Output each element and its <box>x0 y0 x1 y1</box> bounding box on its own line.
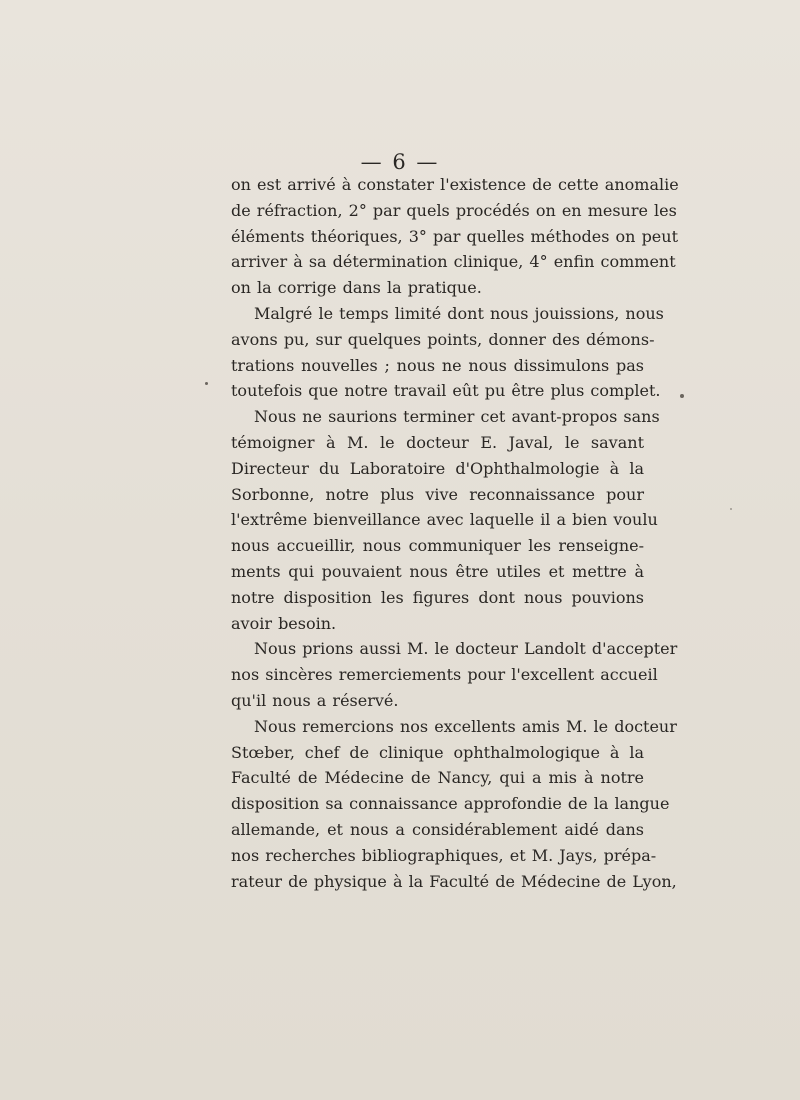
page-number: — 6 — <box>360 150 440 174</box>
text-line: Stœber, chef de clinique ophthalmologique à la <box>231 742 644 762</box>
text-line: toutefois que notre travail eût pu être plus complet. <box>231 381 661 401</box>
text-line: Nous ne saurions terminer cet avant-propos sans <box>254 407 660 427</box>
text-line: de réfraction, 2° par quels procédés on en mesure les <box>231 200 677 220</box>
text-line: allemande, et nous a considérablement aidé dans <box>231 819 644 839</box>
text-line: ments qui pouvaient nous être utiles et mettre à <box>231 561 644 581</box>
text-line: avoir besoin. <box>231 613 337 633</box>
text-line: arriver à sa détermination clinique, 4° enfin comment <box>231 252 676 272</box>
text-line: on la corrige dans la pratique. <box>231 278 482 298</box>
text-line: disposition sa connaissance approfondie de la langue <box>231 794 670 814</box>
paper-speck <box>205 382 208 385</box>
text-line: avons pu, sur quelques points, donner des démons- <box>231 329 655 349</box>
text-line: Faculté de Médecine de Nancy, qui a mis à notre <box>231 768 644 788</box>
text-line: notre disposition les figures dont nous pouvions <box>231 587 644 607</box>
text-line: nous accueillir, nous communiquer les renseigne- <box>231 536 644 556</box>
text-line: Sorbonne, notre plus vive reconnaissance pour <box>231 484 644 504</box>
text-line: Nous prions aussi M. le docteur Landolt d'accepter <box>254 639 678 659</box>
text-line: nos sincères remerciements pour l'excellent accueil <box>231 665 658 685</box>
paper-speck <box>730 508 732 510</box>
text-line: nos recherches bibliographiques, et M. Jays, prépa- <box>231 845 657 865</box>
text-line: Malgré le temps limité dont nous jouissions, nous <box>254 303 664 323</box>
body-text <box>231 172 679 894</box>
text-line: qu'il nous a réservé. <box>231 690 399 710</box>
text-line: Nous remercions nos excellents amis M. le docteur <box>254 716 677 736</box>
text-line: rateur de physique à la Faculté de Médecine de Lyon, <box>231 871 677 891</box>
text-line: trations nouvelles ; nous ne nous dissimulons pas <box>231 355 644 375</box>
text-line: l'extrême bienveillance avec laquelle il a bien voulu <box>231 510 658 530</box>
text-line: éléments théoriques, 3° par quelles méthodes on peut <box>231 226 679 246</box>
text-line: témoigner à M. le docteur E. Javal, le savant <box>231 432 644 452</box>
text-line: on est arrivé à constater l'existence de cette anomalie <box>231 175 679 194</box>
paper-speck <box>680 394 684 398</box>
text-line: Directeur du Laboratoire d'Ophthalmologie à la <box>231 458 644 478</box>
